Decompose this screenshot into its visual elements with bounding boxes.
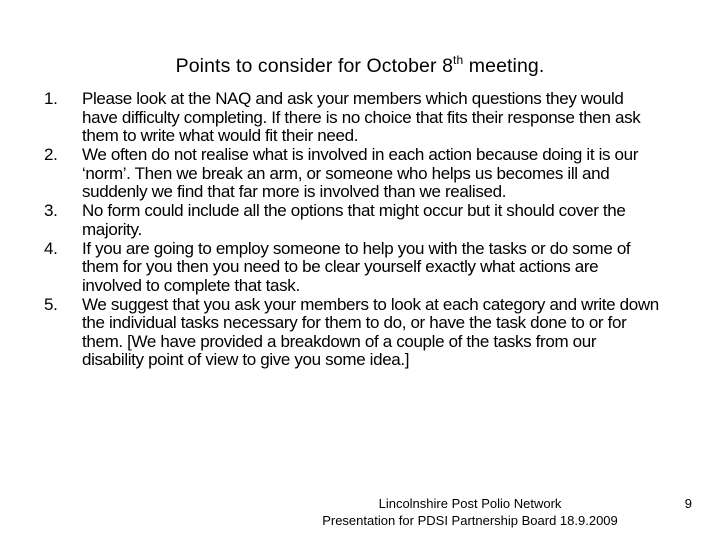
point-text: No form could include all the options that might occur but it should cover the majority. — [82, 201, 626, 239]
page-number: 9 — [684, 496, 692, 511]
point-number: 2. — [44, 145, 58, 164]
point-text: We often do not realise what is involved in each action because doing it is our ‘norm’. Then we break an arm, or someone who helps us becomes ill and suddenly we find that far more is involved than we realised. — [82, 145, 639, 201]
point-text: We suggest that you ask your members to look at each category and write down the individual tasks necessary for them to do, or have the task done to or for them. [We have provided a breakdown of a couple of the tasks from our disability point of view to give you some idea.] — [82, 294, 659, 369]
point-number: 4. — [44, 238, 58, 258]
footer-organization: Lincolnshire Post Polio Network — [378, 496, 562, 511]
point-item-4 — [0, 240, 720, 296]
point-number: 3. — [44, 201, 58, 220]
point-text: Please look at the NAQ and ask your members which questions they would have difficulty completing. If there is no choice that fits their response then ask them to write what would fit their need. — [82, 89, 641, 145]
point-item-3 — [0, 202, 720, 239]
title-suffix: meeting. — [463, 55, 545, 77]
point-item-5 — [0, 296, 720, 370]
title-prefix: Points to consider for October 8 — [175, 55, 454, 77]
point-text: If you are going to employ someone to help you with the tasks or do some of them for you then you need to be clear yourself exactly what actions are involved to complete that task. — [82, 238, 631, 295]
title-superscript: th — [453, 53, 464, 67]
points-list — [0, 90, 720, 370]
slide-title — [0, 54, 720, 80]
point-item-2 — [0, 146, 720, 202]
point-number: 1. — [44, 89, 58, 108]
footer-presentation: Presentation for PDSI Partnership Board 18.9.2009 — [322, 513, 618, 528]
point-item-1 — [0, 90, 720, 146]
point-number: 5. — [44, 294, 58, 314]
